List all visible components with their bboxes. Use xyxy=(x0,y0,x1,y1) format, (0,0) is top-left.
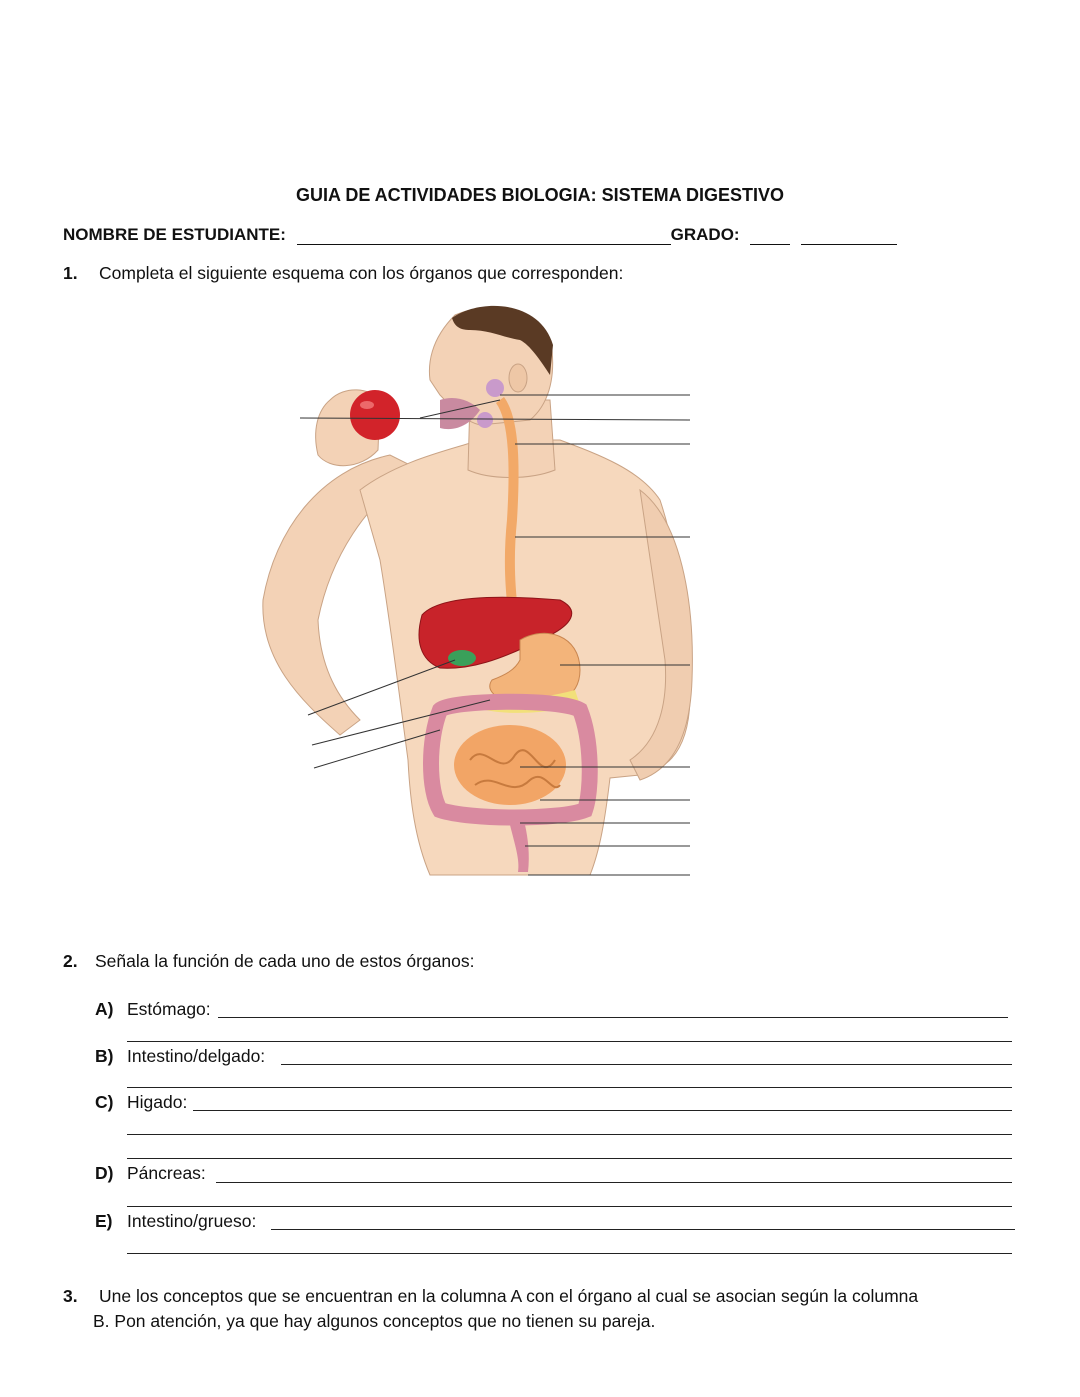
ear xyxy=(509,364,527,392)
item-e-letter: E) xyxy=(95,1211,113,1231)
item-b-letter: B) xyxy=(95,1046,114,1066)
salivary-gland-2 xyxy=(477,412,493,428)
page-title: GUIA DE ACTIVIDADES BIOLOGIA: SISTEMA DIGESTIVO xyxy=(295,185,785,205)
student-name-label: NOMBRE DE ESTUDIANTE: xyxy=(63,225,286,244)
item-c xyxy=(95,1092,187,1113)
question-3-line2: B. Pon atención, ya que hay algunos conceptos que no tienen su pareja. xyxy=(93,1311,656,1331)
question-2-text: Señala la función de cada uno de estos órganos: xyxy=(95,951,475,971)
grade-label: GRADO: xyxy=(670,225,740,244)
item-b xyxy=(95,1046,265,1067)
item-c-label: Higado: xyxy=(127,1092,188,1112)
answer-line-e2[interactable] xyxy=(127,1253,1012,1254)
question-1-text: Completa el siguiente esquema con los órganos que corresponden: xyxy=(99,263,624,283)
question-3-line1: Une los conceptos que se encuentran en la columna A con el órgano al cual se asocian según la columna xyxy=(99,1286,919,1306)
gallbladder xyxy=(448,650,476,666)
answer-line-b1[interactable] xyxy=(281,1064,1012,1065)
item-d-letter: D) xyxy=(95,1163,114,1183)
answer-line-c3[interactable] xyxy=(127,1158,1012,1159)
question-1-number: 1. xyxy=(63,263,78,283)
salivary-gland xyxy=(486,379,504,397)
item-c-letter: C) xyxy=(95,1092,114,1112)
question-2 xyxy=(63,951,474,972)
answer-line-d1[interactable] xyxy=(216,1182,1012,1183)
small-intestine xyxy=(454,725,566,805)
answer-line-c1[interactable] xyxy=(193,1110,1012,1111)
item-a xyxy=(95,999,211,1020)
answer-line-e1[interactable] xyxy=(271,1229,1015,1230)
item-d-label: Páncreas: xyxy=(127,1163,206,1183)
answer-line-b2[interactable] xyxy=(127,1087,1012,1088)
item-a-label: Estómago: xyxy=(127,999,211,1019)
question-3-number: 3. xyxy=(63,1286,78,1306)
answer-line-a2[interactable] xyxy=(127,1041,1012,1042)
item-a-letter: A) xyxy=(95,999,114,1019)
item-e xyxy=(95,1211,256,1232)
answer-line-a1[interactable] xyxy=(218,1017,1008,1018)
apple-icon xyxy=(350,390,400,440)
item-b-label: Intestino/delgado: xyxy=(127,1046,266,1066)
answer-line-d2[interactable] xyxy=(127,1206,1012,1207)
answer-line-c2[interactable] xyxy=(127,1134,1012,1135)
item-e-label: Intestino/grueso: xyxy=(127,1211,257,1231)
item-d xyxy=(95,1163,206,1184)
question-2-number: 2. xyxy=(63,951,78,971)
question-3 xyxy=(63,1284,918,1334)
